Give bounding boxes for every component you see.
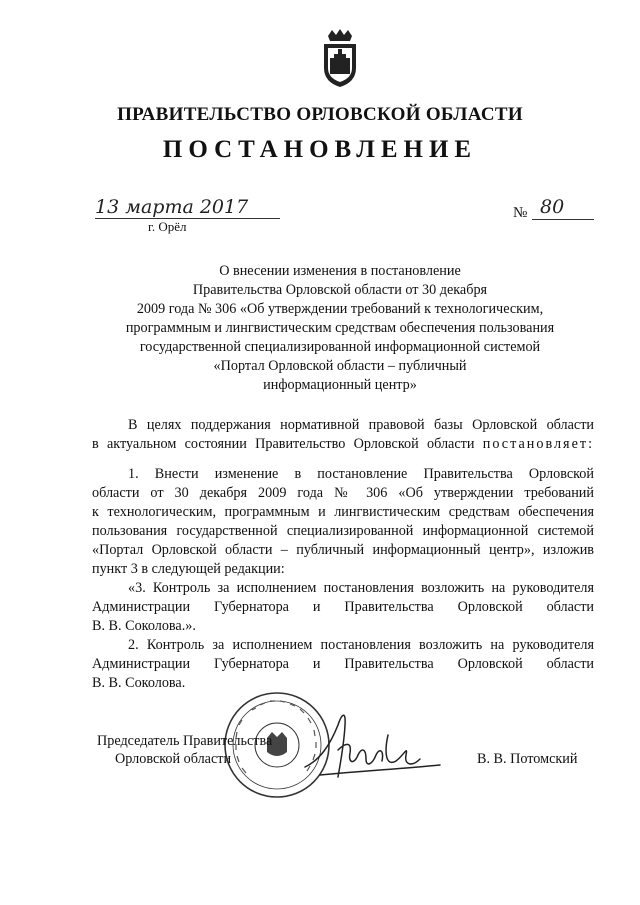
signer-name: В. В. Потомский — [477, 751, 578, 767]
quote-line: «3. Контроль за исполнением постановления возложить на руководителя — [128, 580, 594, 596]
title-line: «Портал Орловской области – публичный — [213, 358, 467, 374]
signer-position-line2: Орловской области — [115, 751, 232, 767]
handwritten-date: 13 марта 2017 — [95, 196, 249, 218]
handwritten-number: 80 — [540, 196, 565, 218]
item2-line: Администрации Губернатора и Правительства Орловской области — [92, 656, 594, 672]
quote-line: В. В. Соколова.». — [92, 618, 196, 634]
title-line: информационный центр» — [263, 377, 417, 393]
item1-line: области от 30 декабря 2009 года № 306 «Об утверждении требований — [92, 485, 594, 501]
preamble — [92, 416, 594, 454]
signer-position-line1: Председатель Правительства — [97, 733, 273, 749]
title-line: 2009 года № 306 «Об утверждении требований к технологическим, — [136, 301, 544, 317]
quoted-clause — [92, 579, 594, 636]
item1-line: пользования государственной специализированной информационной системой — [92, 523, 594, 539]
city: г. Орёл — [148, 219, 187, 234]
item1-line: «Портал Орловской области – публичный информационный центр», изложив — [92, 542, 594, 558]
item1-last-line: пункт 3 в следующей редакции: — [92, 561, 285, 577]
item-2 — [92, 636, 594, 693]
preamble-line: В целях поддержания нормативной правовой базы Орловской области — [128, 417, 594, 433]
title-line: Правительства Орловской области от 30 декабря — [192, 282, 488, 298]
title-line: государственной специализированной информационной системой — [139, 339, 541, 355]
item-1 — [92, 465, 594, 579]
organization-title: ПРАВИТЕЛЬСТВО ОРЛОВСКОЙ ОБЛАСТИ — [117, 104, 523, 125]
document-type: ПОСТАНОВЛЕНИЕ — [162, 136, 478, 163]
resolves-word: постановляет: — [482, 436, 595, 452]
handwritten-signature-icon — [300, 705, 450, 785]
title-line: О внесении изменения в постановление — [219, 263, 461, 279]
item1-line: к технологическим, программным и лингвистическим средствам обеспечения — [92, 504, 594, 520]
title-line: программным и лингвистическим средствам обеспечения пользования — [125, 320, 555, 336]
number-underline — [532, 219, 594, 220]
item1-line: 1. Внести изменение в постановление Правительства Орловской — [128, 466, 594, 482]
number-label: № — [513, 205, 528, 221]
item2-line: 2. Контроль за исполнением постановления возложить на руководителя — [128, 637, 594, 653]
preamble-text: в актуальном состоянии Правительство Орловской области — [92, 436, 475, 452]
quote-line: Администрации Губернатора и Правительства Орловской области — [92, 599, 594, 615]
coat-of-arms-icon — [318, 28, 362, 88]
item2-line: В. В. Соколова. — [92, 675, 186, 691]
date-underline — [95, 218, 280, 219]
preamble-line — [92, 435, 594, 454]
resolution-title — [80, 262, 600, 395]
